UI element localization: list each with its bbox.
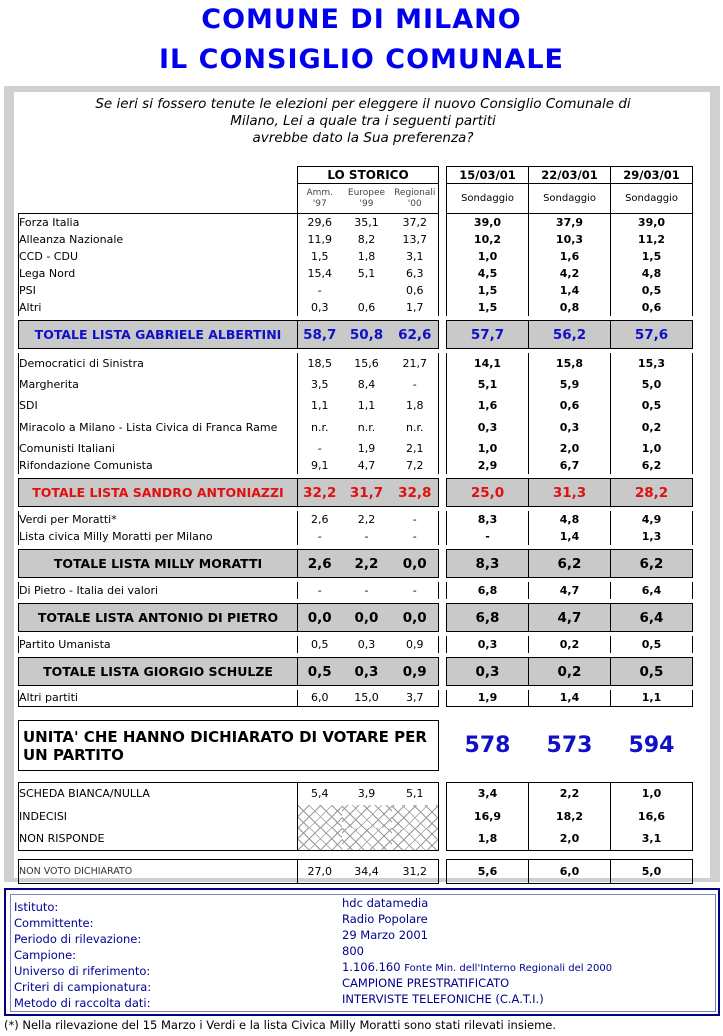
- poll-value: 2,0: [529, 828, 611, 851]
- poll-value: 11,2: [611, 231, 693, 248]
- info-label-istituto: Istituto:: [14, 900, 59, 914]
- total-row: [19, 321, 693, 349]
- info-value-universo: 1.106.160 Fonte Min. dell'Interno Regionali del 2000: [342, 960, 613, 974]
- historic-value: 31,7: [342, 479, 392, 507]
- date-header-1: 15/03/01: [447, 167, 529, 184]
- party-label: Di Pietro - Italia dei valori: [19, 582, 298, 599]
- party-label: Forza Italia: [19, 214, 298, 231]
- poll-value: 1,9: [447, 690, 529, 707]
- poll-value: 10,3: [529, 231, 611, 248]
- historic-value: 0,0: [392, 604, 439, 632]
- historic-value: -: [392, 374, 439, 395]
- historic-value: -: [298, 528, 342, 545]
- unita-value: 578: [464, 733, 511, 758]
- historic-value: 1,7: [392, 299, 439, 316]
- poll-value: 6,8: [447, 604, 529, 632]
- party-row: [19, 690, 693, 707]
- historic-value: 0,0: [392, 550, 439, 578]
- poll-value: 1,5: [447, 282, 529, 299]
- poll-value: 4,8: [611, 265, 693, 282]
- party-label: Lega Nord: [19, 265, 298, 282]
- historic-value: 37,2: [392, 214, 439, 231]
- info-label-universo: Universo di riferimento:: [14, 964, 151, 978]
- poll-value: 6,8: [447, 582, 529, 599]
- crossed-cell: [298, 828, 342, 851]
- party-row: [19, 457, 693, 474]
- poll-value: 5,9: [529, 374, 611, 395]
- poll-value: 0,5: [611, 658, 693, 686]
- historic-value: n.r.: [298, 416, 342, 440]
- poll-value: 8,3: [447, 511, 529, 528]
- poll-value: 8,3: [447, 550, 529, 578]
- party-label: Comunisti Italiani: [19, 440, 298, 457]
- historic-value: 32,8: [392, 479, 439, 507]
- total-row: [19, 604, 693, 632]
- historic-value: 2,2: [342, 550, 392, 578]
- poll-value: 0,5: [611, 282, 693, 299]
- hist-col-header: Amm. '97: [298, 184, 342, 214]
- poll-value: 1,3: [611, 528, 693, 545]
- poll-value: 0,3: [447, 658, 529, 686]
- poll-value: 0,5: [611, 636, 693, 653]
- party-label: Rifondazione Comunista: [19, 457, 298, 474]
- poll-value: 0,2: [611, 416, 693, 440]
- historic-value: 3,9: [342, 783, 392, 805]
- info-label-criteri: Criteri di campionatura:: [14, 980, 152, 994]
- info-value-campione: 800: [342, 944, 364, 958]
- party-row: [19, 783, 693, 805]
- sondaggio-label: Sondaggio: [529, 184, 611, 214]
- poll-value: 0,2: [529, 636, 611, 653]
- historic-value: -: [298, 582, 342, 599]
- party-row: [19, 828, 693, 851]
- poll-value: 0,6: [611, 299, 693, 316]
- poll-value: 5,0: [611, 374, 693, 395]
- party-row: [19, 636, 693, 653]
- historic-value: 9,1: [298, 457, 342, 474]
- poll-value: 1,0: [611, 783, 693, 805]
- historic-value: 15,0: [342, 690, 392, 707]
- results-table: [18, 166, 693, 884]
- date-header-3: 29/03/01: [611, 167, 693, 184]
- poll-value: 25,0: [447, 479, 529, 507]
- party-label: TOTALE LISTA ANTONIO DI PIETRO: [19, 604, 298, 632]
- page-title-line1: COMUNE DI MILANO: [201, 4, 522, 35]
- poll-value: 6,4: [611, 604, 693, 632]
- historic-value: 5,1: [357, 266, 376, 280]
- poll-value: 5,0: [611, 860, 693, 884]
- poll-value: 56,2: [529, 321, 611, 349]
- poll-value: 1,5: [447, 299, 529, 316]
- poll-value: 6,0: [529, 860, 611, 884]
- historic-value: -: [392, 528, 439, 545]
- party-label: TOTALE LISTA MILLY MORATTI: [19, 550, 298, 578]
- historic-value: 0,3: [357, 637, 376, 651]
- historic-value: 15,6: [354, 356, 379, 370]
- party-row: [19, 374, 693, 395]
- header-row-2: [19, 184, 693, 214]
- survey-question: [18, 96, 708, 147]
- poll-value: 39,0: [447, 214, 529, 231]
- party-row: [19, 805, 693, 828]
- historic-value: n.r.: [357, 421, 376, 434]
- historic-value: 1,1: [357, 398, 376, 412]
- info-value-metodo: INTERVISTE TELEFONICHE (C.A.T.I.): [342, 992, 544, 1006]
- historic-value: 1,1: [298, 395, 342, 416]
- historic-value: 2,6: [298, 511, 342, 528]
- poll-value: 1,8: [447, 828, 529, 851]
- sondaggio-label: Sondaggio: [611, 184, 693, 214]
- historic-value: 13,7: [392, 231, 439, 248]
- poll-value: 5,6: [447, 860, 529, 884]
- party-label: TOTALE LISTA SANDRO ANTONIAZZI: [19, 479, 298, 507]
- party-row: [19, 299, 693, 316]
- historic-value: -: [392, 582, 439, 599]
- poll-value: 3,4: [447, 783, 529, 805]
- question-line2: Milano, Lei a quale tra i seguenti partiti: [230, 113, 496, 129]
- poll-value: 6,4: [611, 582, 693, 599]
- party-row: [19, 265, 693, 282]
- total-row: [19, 658, 693, 686]
- historic-value: 0,9: [392, 636, 439, 653]
- info-value-periodo: 29 Marzo 2001: [342, 928, 428, 942]
- poll-value: 31,3: [529, 479, 611, 507]
- poll-value: 6,2: [529, 550, 611, 578]
- poll-value: 28,2: [611, 479, 693, 507]
- poll-value: 2,9: [447, 457, 529, 474]
- poll-value: 4,2: [529, 265, 611, 282]
- party-row: [19, 214, 693, 231]
- poll-value: 1,6: [529, 248, 611, 265]
- historic-value: 31,2: [392, 860, 439, 884]
- poll-value: 2,0: [529, 440, 611, 457]
- poll-value: 1,4: [529, 690, 611, 707]
- historic-value: 2,1: [392, 440, 439, 457]
- question-line1: Se ieri si fossero tenute le elezioni per eleggere il nuovo Consiglio Comunale di: [95, 96, 631, 112]
- info-label-campione: Campione:: [14, 948, 77, 962]
- poll-value: 1,5: [611, 248, 693, 265]
- header-row-1: [19, 167, 693, 184]
- historic-value: -: [392, 511, 439, 528]
- party-label: Democratici di Sinistra: [19, 353, 298, 374]
- party-label: Miracolo a Milano - Lista Civica di Franca Rame: [19, 416, 298, 440]
- party-row: [19, 282, 693, 299]
- party-label: Partito Umanista: [19, 636, 298, 653]
- info-value-criteri: CAMPIONE PRESTRATIFICATO: [342, 976, 510, 990]
- unita-label: UNITA' CHE HANNO DICHIARATO DI VOTARE PER UN PARTITO: [19, 721, 439, 771]
- poll-value: 0,3: [447, 416, 529, 440]
- poll-value: 5,1: [447, 374, 529, 395]
- poll-value: 0,6: [529, 395, 611, 416]
- party-row: [19, 511, 693, 528]
- party-label: TOTALE LISTA GIORGIO SCHULZE: [19, 658, 298, 686]
- crossed-cell: [298, 805, 342, 828]
- poll-value: 4,7: [529, 604, 611, 632]
- historic-value: -: [298, 440, 342, 457]
- historic-value: 1,9: [357, 441, 376, 455]
- historic-value: 0,5: [298, 658, 342, 686]
- historic-value: 6,0: [298, 690, 342, 707]
- historic-value: 0,5: [298, 636, 342, 653]
- historic-value: 5,4: [298, 783, 342, 805]
- party-label: Altri: [19, 299, 298, 316]
- poll-value: 1,1: [611, 690, 693, 707]
- poll-value: 16,6: [611, 805, 693, 828]
- info-label-periodo: Periodo di rilevazione:: [14, 932, 142, 946]
- historic-value: 0,3: [342, 658, 392, 686]
- party-label: Lista civica Milly Moratti per Milano: [19, 528, 298, 545]
- historic-value: 29,6: [298, 214, 342, 231]
- crossed-cell: [392, 805, 439, 828]
- historic-value: 0,6: [357, 300, 376, 314]
- poll-value: 16,9: [447, 805, 529, 828]
- poll-value: 0,3: [529, 416, 611, 440]
- poll-value: 1,0: [447, 248, 529, 265]
- poll-value: 39,0: [611, 214, 693, 231]
- page-title-line2: IL CONSIGLIO COMUNALE: [159, 44, 564, 75]
- historic-value: 3,5: [298, 374, 342, 395]
- historic-value: 2,6: [298, 550, 342, 578]
- poll-value: 4,9: [611, 511, 693, 528]
- footnote: (*) Nella rilevazione del 15 Marzo i Verdi e la lista Civica Milly Moratti sono stati rilevati insieme.: [4, 1018, 557, 1032]
- historic-value: 0,6: [392, 282, 439, 299]
- poll-value: 0,8: [529, 299, 611, 316]
- poll-value: 57,6: [611, 321, 693, 349]
- poll-value: 1,4: [529, 282, 611, 299]
- poll-value: 18,2: [529, 805, 611, 828]
- poll-value: 0,2: [529, 658, 611, 686]
- historic-value: 1,8: [392, 395, 439, 416]
- historic-value: 0,0: [298, 604, 342, 632]
- historic-value: n.r.: [392, 416, 439, 440]
- party-row: [19, 416, 693, 440]
- total-row: [19, 479, 693, 507]
- poll-value: 10,2: [447, 231, 529, 248]
- party-row: [19, 395, 693, 416]
- party-row: [19, 582, 693, 599]
- party-row: [19, 231, 693, 248]
- poll-value: 37,9: [529, 214, 611, 231]
- info-label-metodo: Metodo di raccolta dati:: [14, 996, 151, 1010]
- poll-value: 4,7: [529, 582, 611, 599]
- historic-value: 0,9: [392, 658, 439, 686]
- historic-value: 50,8: [342, 321, 392, 349]
- unita-value: 573: [546, 733, 593, 758]
- party-label: Altri partiti: [19, 690, 298, 707]
- poll-value: 4,5: [447, 265, 529, 282]
- historic-value: 32,2: [298, 479, 342, 507]
- unita-value: 594: [628, 733, 675, 758]
- poll-value: 15,8: [529, 353, 611, 374]
- poll-value: 2,2: [529, 783, 611, 805]
- party-label: SDI: [19, 395, 298, 416]
- historic-value: 4,7: [357, 458, 376, 472]
- historic-value: -: [298, 282, 342, 299]
- poll-value: 57,7: [447, 321, 529, 349]
- poll-value: 0,5: [611, 395, 693, 416]
- party-row: [19, 528, 693, 545]
- poll-value: 6,7: [529, 457, 611, 474]
- info-value-committente: Radio Popolare: [342, 912, 428, 926]
- hist-col-header: Europee '99: [342, 184, 392, 214]
- party-label: TOTALE LISTA GABRIELE ALBERTINI: [19, 321, 298, 349]
- historic-value: [342, 282, 392, 299]
- poll-value: -: [447, 528, 529, 545]
- question-line3: avrebbe dato la Sua preferenza?: [252, 130, 474, 146]
- poll-value: 6,2: [611, 550, 693, 578]
- historic-value: 3,1: [392, 248, 439, 265]
- party-row: [19, 353, 693, 374]
- unita-row: [19, 721, 693, 771]
- poll-value: 1,0: [447, 440, 529, 457]
- info-value-istituto: hdc datamedia: [342, 896, 429, 910]
- crossed-cell: [342, 828, 392, 851]
- party-row: [19, 860, 693, 884]
- historic-value: 15,4: [298, 265, 342, 282]
- historic-value: 8,4: [357, 377, 376, 391]
- hist-col-header: Regionali '00: [392, 184, 439, 214]
- crossed-cell: [392, 828, 439, 851]
- historic-value: 6,3: [392, 265, 439, 282]
- historic-value: 27,0: [298, 860, 342, 884]
- historic-value: 1,8: [357, 249, 376, 263]
- historic-value: 35,1: [342, 214, 392, 231]
- historic-value: 3,7: [392, 690, 439, 707]
- party-row: [19, 440, 693, 457]
- info-label-committente: Committente:: [14, 916, 94, 930]
- historic-value: 11,9: [298, 231, 342, 248]
- historic-value: 5,1: [392, 783, 439, 805]
- party-label: Alleanza Nazionale: [19, 231, 298, 248]
- poll-value: 1,0: [611, 440, 693, 457]
- party-label: NON VOTO DICHIARATO: [19, 860, 298, 884]
- survey-info-box: [4, 888, 720, 1016]
- total-row: [19, 550, 693, 578]
- party-label: Margherita: [19, 374, 298, 395]
- party-label: PSI: [19, 282, 298, 299]
- date-header-2: 22/03/01: [529, 167, 611, 184]
- historic-value: 34,4: [342, 860, 392, 884]
- storico-header: LO STORICO: [298, 167, 439, 184]
- historic-value: 58,7: [298, 321, 342, 349]
- poll-value: 4,8: [529, 511, 611, 528]
- historic-value: 2,2: [357, 512, 376, 526]
- party-label: NON RISPONDE: [19, 828, 298, 851]
- historic-value: 0,0: [342, 604, 392, 632]
- poll-value: 3,1: [611, 828, 693, 851]
- party-label: SCHEDA BIANCA/NULLA: [19, 783, 298, 805]
- poll-value: 14,1: [447, 353, 529, 374]
- poll-value: 0,3: [447, 636, 529, 653]
- sondaggio-label: Sondaggio: [447, 184, 529, 214]
- historic-value: 7,2: [392, 457, 439, 474]
- party-label: CCD - CDU: [19, 248, 298, 265]
- party-label: Verdi per Moratti*: [19, 511, 298, 528]
- historic-value: -: [364, 529, 369, 543]
- historic-value: 21,7: [392, 353, 439, 374]
- party-row: [19, 248, 693, 265]
- historic-value: 18,5: [298, 353, 342, 374]
- historic-value: 0,3: [298, 299, 342, 316]
- crossed-cell: [342, 805, 392, 828]
- historic-value: 8,2: [357, 232, 376, 246]
- historic-value: 1,5: [298, 248, 342, 265]
- poll-value: 15,3: [611, 353, 693, 374]
- poll-value: 1,4: [529, 528, 611, 545]
- historic-value: 62,6: [392, 321, 439, 349]
- historic-value: -: [364, 583, 369, 597]
- poll-value: 6,2: [611, 457, 693, 474]
- party-label: INDECISI: [19, 805, 298, 828]
- poll-value: 1,6: [447, 395, 529, 416]
